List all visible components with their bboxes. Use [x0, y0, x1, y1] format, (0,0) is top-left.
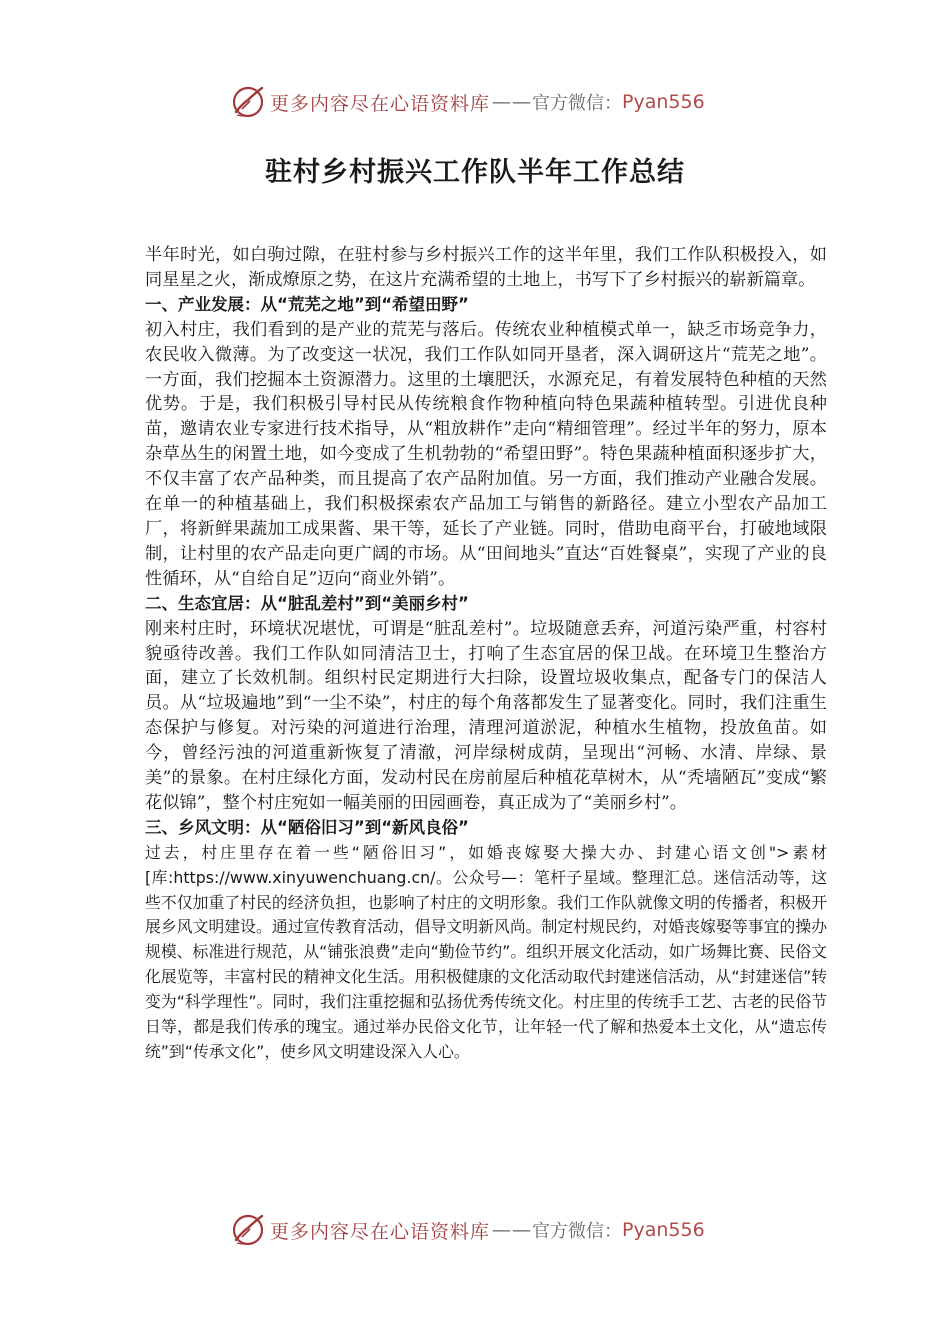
pen-logo-icon	[228, 1210, 268, 1250]
section-3-paragraph: 过去，村庄里存在着一些“陋俗旧习”，如婚丧嫁娶大操大办、封建心语文创">素材[库:https://www.xinyuwenchuang.cn/。公众号—：笔杆子星域。整理汇总。迷信活动等，这些不仅加重了村民的经济负担，也影响了村庄的文明形象。我们工作队就像文明的传播者，积极开展乡风文明建设。通过宣传教育活动，倡导文明新风尚。制定村规民约，对婚丧嫁娶等事宜的操办规模、标准进行规范，从“铺张浪费”走向“勤俭节约”。组织开展文化活动，如广场舞比赛、民俗文化展览等，丰富村民的精神文化生活。用积极健康的文化活动取代封建迷信活动，从“封建迷信”转变为“科学理性”。同时，我们注重挖掘和弘扬优秀传统文化。村庄里的传统手工艺、古老的民俗节日等，都是我们传承的瑰宝。通过举办民俗文化节，让年轻一代了解和热爱本土文化，从“遗忘传统”到“传承文化”，使乡风文明建设深入人心。	[145, 842, 827, 1061]
footer-banner-dash: ——	[492, 1219, 533, 1241]
header-banner	[228, 82, 748, 122]
footer-banner-text: 更多内容尽在心语资料库	[270, 1220, 491, 1243]
section-2-heading: 二、生态宜居：从“脏乱差村”到“美丽乡村”	[145, 593, 469, 613]
pen-logo-icon	[228, 82, 268, 122]
header-banner-label: 官方微信：	[532, 93, 623, 114]
intro-paragraph: 半年时光，如白驹过隙，在驻村参与乡村振兴工作的这半年里，我们工作队积极投入，如同星星之火，渐成燎原之势，在这片充满希望的土地上，书写下了乡村振兴的崭新篇章。	[145, 245, 827, 290]
section-2-paragraph: 刚来村庄时，环境状况堪忧，可谓是“脏乱差村”。垃圾随意丢弃，河道污染严重，村容村貌亟待改善。我们工作队如同清洁卫士，打响了生态宜居的保卫战。在环境卫生整治方面，建立了长效机制。组织村民定期进行大扫除，设置垃圾收集点，配备专门的保洁人员。从“垃圾遍地”到“一尘不染”，村庄的每个角落都发生了显著变化。同时，我们注重生态保护与修复。对污染的河道进行治理，清理河道淤泥，种植水生植物，投放鱼苗。如今，曾经污浊的河道重新恢复了清澈，河岸绿树成荫，呈现出“河畅、水清、岸绿、景美”的景象。在村庄绿化方面，发动村民在房前屋后种植花草树木，从“秃墙陋瓦”变成“繁花似锦”，整个村庄宛如一幅美丽的田园画卷，真正成为了“美丽乡村”。	[145, 618, 827, 813]
footer-wechat-id: Pyan556	[622, 1219, 705, 1241]
header-banner-text: 更多内容尽在心语资料库	[270, 92, 491, 115]
document-title: 驻村乡村振兴工作队半年工作总结	[265, 157, 685, 188]
document-body	[145, 243, 827, 1065]
header-banner-dash: ——	[492, 91, 533, 113]
section-1-heading: 一、产业发展：从“荒芜之地”到“希望田野”	[145, 294, 469, 314]
footer-banner-label: 官方微信：	[532, 1221, 623, 1242]
header-wechat-id: Pyan556	[622, 91, 705, 113]
section-3-heading: 三、乡风文明：从“陋俗旧习”到“新风良俗”	[145, 817, 469, 837]
footer-banner	[228, 1210, 748, 1250]
section-1-paragraph: 初入村庄，我们看到的是产业的荒芜与落后。传统农业种植模式单一，缺乏市场竞争力，农民收入微薄。为了改变这一状况，我们工作队如同开垦者，深入调研这片“荒芜之地”。一方面，我们挖掘本土资源潜力。这里的土壤肥沃，水源充足，有着发展特色种植的天然优势。于是，我们积极引导村民从传统粮食作物种植向特色果蔬种植转型。引进优良种苗，邀请农业专家进行技术指导，从“粗放耕作”走向“精细管理”。经过半年的努力，原本杂草丛生的闲置土地，如今变成了生机勃勃的“希望田野”。特色果蔬种植面积逐步扩大，不仅丰富了农产品种类，而且提高了农产品附加值。另一方面，我们推动产业融合发展。在单一的种植基础上，我们积极探索农产品加工与销售的新路径。建立小型农产品加工厂，将新鲜果蔬加工成果酱、果干等，延长了产业链。同时，借助电商平台，打破地域限制，让村里的农产品走向更广阔的市场。从“田间地头”直达“百姓餐桌”，实现了产业的良性循环，从“自给自足”迈向“商业外销”。	[145, 319, 827, 589]
